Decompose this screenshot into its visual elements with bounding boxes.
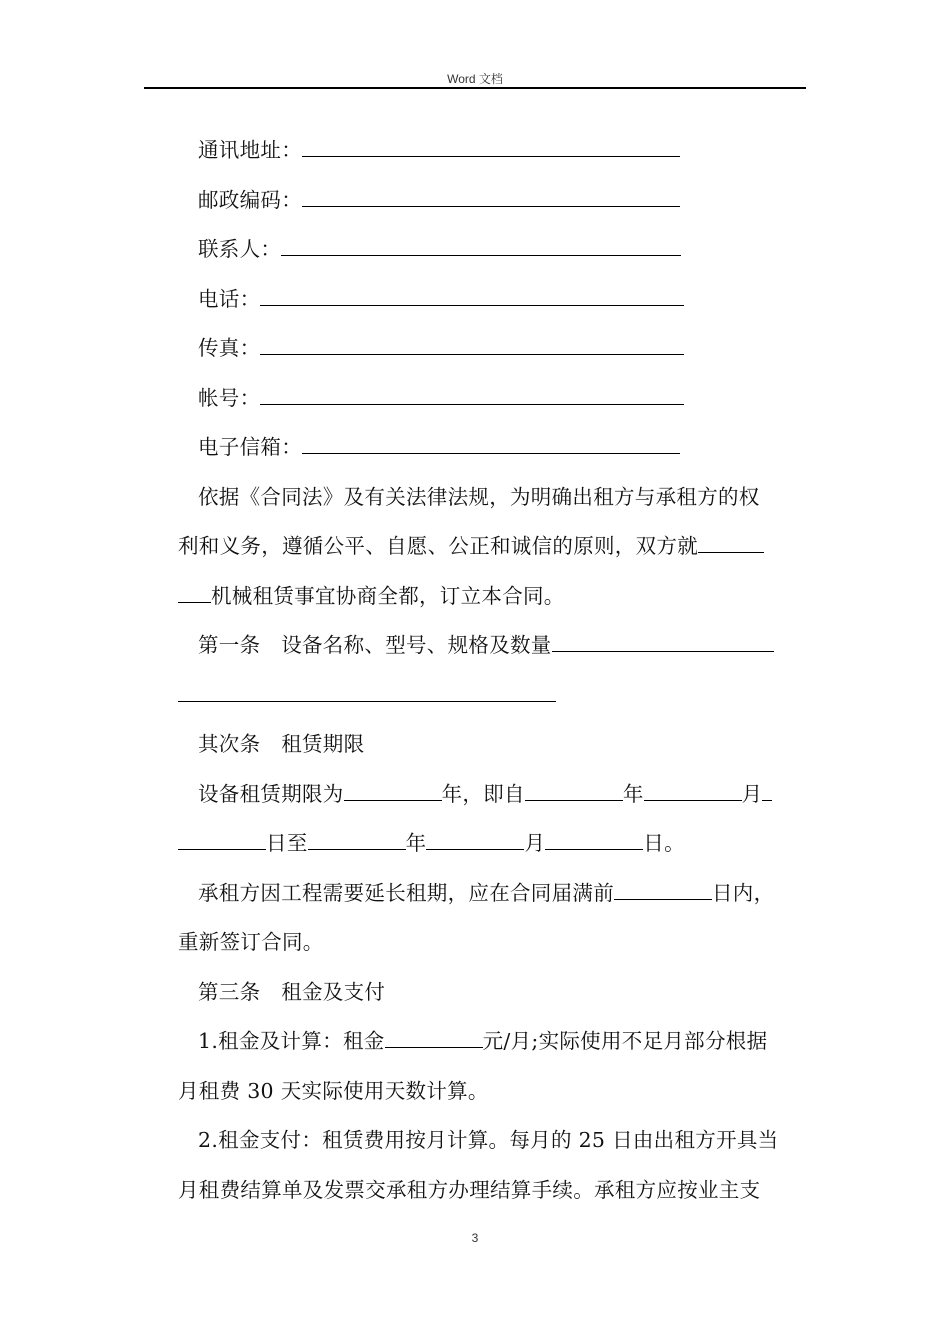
fill-blank[interactable] bbox=[344, 780, 442, 800]
fill-blank[interactable] bbox=[644, 780, 742, 800]
fill-blank[interactable] bbox=[385, 1028, 483, 1048]
rent-calc-text: 元/月;实际使用不足月部分根据 bbox=[482, 1029, 768, 1053]
year-text: 年 bbox=[441, 781, 463, 806]
intro-text: 利和义务，遵循公平、自愿、公正和诚信的原则，双方就 bbox=[178, 534, 698, 558]
fill-blank[interactable] bbox=[178, 681, 556, 701]
rent-payment-line: 月租费结算单及发票交承租方办理结算手续。承租方应按业主支 bbox=[178, 1177, 761, 1202]
fill-blank[interactable] bbox=[426, 830, 524, 850]
article-1-blank-line bbox=[178, 671, 804, 721]
lease-term-line bbox=[178, 819, 804, 869]
field-label: 传真： bbox=[198, 336, 261, 360]
fill-blank[interactable] bbox=[308, 830, 406, 850]
intro-text: 机械租赁事宜协商全都，订立本合同。 bbox=[211, 583, 565, 608]
field-account bbox=[178, 374, 804, 424]
field-fax bbox=[178, 324, 804, 374]
rent-calc-line: 月租费 30 天实际使用天数计算。 bbox=[178, 1078, 489, 1103]
fill-blank[interactable] bbox=[260, 285, 684, 305]
field-label: 电子信箱： bbox=[198, 435, 302, 459]
intro-line: 依据《合同法》及有关法律法规，为明确出租方与承租方的权 bbox=[198, 484, 760, 509]
field-address bbox=[178, 126, 804, 176]
extension-text: 承租方因工程需要延长租期，应在合同届满前 bbox=[198, 880, 614, 905]
day-text: 日 bbox=[266, 831, 287, 855]
fill-blank[interactable] bbox=[302, 434, 680, 454]
intro-line bbox=[178, 522, 804, 572]
period-text: 。 bbox=[664, 831, 685, 855]
fill-blank[interactable] bbox=[178, 830, 266, 850]
lease-term-line bbox=[178, 770, 804, 820]
fill-blank[interactable] bbox=[762, 780, 772, 800]
extension-line bbox=[178, 869, 804, 919]
field-label: 帐号： bbox=[198, 385, 261, 410]
fill-blank[interactable] bbox=[545, 830, 643, 850]
to-text: 至 bbox=[286, 831, 308, 855]
month-text: 月 bbox=[524, 831, 546, 855]
fill-blank[interactable] bbox=[525, 780, 623, 800]
field-phone bbox=[178, 275, 804, 325]
article-heading-text: 第一条 设备名称、型号、规格及数量 bbox=[198, 633, 552, 657]
fill-blank[interactable] bbox=[260, 335, 684, 355]
extension-text: 日内， bbox=[712, 880, 775, 905]
page-header: Word 文档 bbox=[447, 72, 503, 86]
article-3-heading: 第三条 租金及支付 bbox=[198, 979, 386, 1004]
field-label: 联系人： bbox=[198, 237, 282, 261]
fill-blank[interactable] bbox=[281, 236, 681, 256]
rent-calc-line bbox=[178, 1017, 804, 1067]
header-divider bbox=[144, 87, 806, 89]
page-number: 3 bbox=[471, 1231, 479, 1245]
rent-payment-line: 2.租金支付：租赁费用按月计算。每月的 25 日由出租方开具当 bbox=[198, 1128, 779, 1152]
rent-calc-text: 1.租金及计算：租金 bbox=[198, 1029, 385, 1053]
month-text: 月 bbox=[741, 781, 763, 806]
intro-line bbox=[178, 572, 804, 622]
field-email bbox=[178, 423, 804, 473]
extension-line: 重新签订合同。 bbox=[178, 930, 324, 954]
field-contact bbox=[178, 225, 804, 275]
field-postcode bbox=[178, 176, 804, 226]
fill-blank[interactable] bbox=[260, 384, 684, 404]
field-label: 邮政编码： bbox=[198, 187, 302, 212]
document-body bbox=[178, 126, 804, 1215]
fill-blank[interactable] bbox=[302, 186, 680, 206]
fill-blank[interactable] bbox=[302, 137, 680, 157]
fill-blank[interactable] bbox=[698, 533, 764, 553]
article-2-heading: 其次条 租赁期限 bbox=[198, 732, 365, 756]
fill-blank[interactable] bbox=[178, 582, 211, 602]
field-label: 通讯地址： bbox=[198, 138, 302, 162]
lease-term-text: 设备租赁期限为 bbox=[198, 781, 344, 806]
fill-blank[interactable] bbox=[614, 879, 712, 899]
from-text: ，即自 bbox=[462, 781, 525, 806]
year-text: 年 bbox=[405, 831, 427, 855]
article-1-heading bbox=[178, 621, 804, 671]
field-label: 电话： bbox=[198, 286, 261, 311]
year-text: 年 bbox=[622, 781, 644, 806]
fill-blank[interactable] bbox=[552, 632, 774, 652]
day-text: 日 bbox=[643, 831, 665, 855]
